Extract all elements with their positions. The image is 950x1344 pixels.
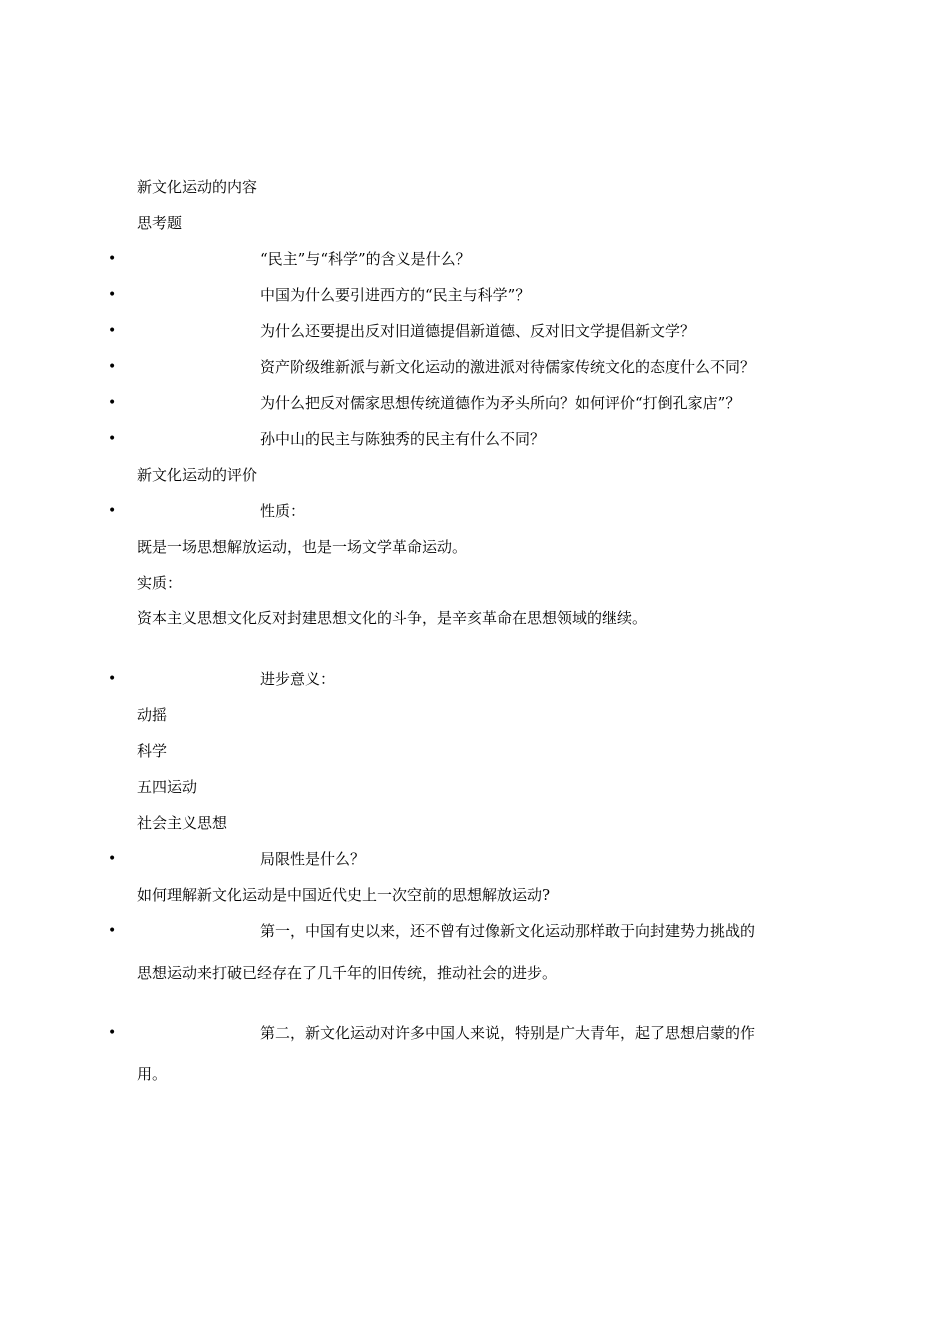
question-item: 为什么还要提出反对旧道德提倡新道德、反对旧文学提倡新文学？ xyxy=(260,322,696,340)
understanding-question: 如何理解新文化运动是中国近代史上一次空前的思想解放运动? xyxy=(137,886,551,904)
question-item: 孙中山的民主与陈独秀的民主有什么不同？ xyxy=(260,430,546,448)
bullet-marker: • xyxy=(108,671,117,687)
progress-item: 科学 xyxy=(137,742,168,760)
progress-item: 五四运动 xyxy=(137,778,198,796)
point-one-line: 思想运动来打破已经存在了几千年的旧传统，推动社会的进步。 xyxy=(137,964,558,982)
bullet-marker: • xyxy=(108,287,117,303)
heading-questions: 思考题 xyxy=(137,214,183,232)
heading-evaluation: 新文化运动的评价 xyxy=(137,466,258,484)
bullet-marker: • xyxy=(108,851,117,867)
bullet-marker: • xyxy=(108,431,117,447)
progress-item: 动摇 xyxy=(137,706,168,724)
question-item: 为什么把反对儒家思想传统道德作为矛头所向？如何评价“打倒孔家店”？ xyxy=(260,394,741,412)
limitation-question: 局限性是什么？ xyxy=(260,850,366,868)
essence-label: 实质： xyxy=(137,574,183,592)
point-two-line: 用。 xyxy=(137,1065,168,1083)
bullet-marker: • xyxy=(108,1025,117,1041)
nature-label: 性质： xyxy=(260,502,306,520)
progress-label: 进步意义： xyxy=(260,670,336,688)
nature-text: 既是一场思想解放运动，也是一场文学革命运动。 xyxy=(137,538,468,556)
bullet-marker: • xyxy=(108,923,117,939)
bullet-marker: • xyxy=(108,323,117,339)
bullet-marker: • xyxy=(108,251,117,267)
essence-text: 资本主义思想文化反对封建思想文化的斗争，是辛亥革命在思想领域的继续。 xyxy=(137,609,648,627)
bullet-marker: • xyxy=(108,359,117,375)
heading-content: 新文化运动的内容 xyxy=(137,178,258,196)
question-item: 资产阶级维新派与新文化运动的激进派对待儒家传统文化的态度什么不同？ xyxy=(260,358,756,376)
bullet-marker: • xyxy=(108,395,117,411)
question-item: “民主”与“科学”的含义是什么？ xyxy=(260,250,471,268)
question-item: 中国为什么要引进西方的“民主与科学”？ xyxy=(260,286,531,304)
progress-item: 社会主义思想 xyxy=(137,814,228,832)
point-two-line: 第二，新文化运动对许多中国人来说，特别是广大青年，起了思想启蒙的作 xyxy=(260,1024,756,1042)
point-one-line: 第一，中国有史以来，还不曾有过像新文化运动那样敢于向封建势力挑战的 xyxy=(260,922,756,940)
bullet-marker: • xyxy=(108,503,117,519)
